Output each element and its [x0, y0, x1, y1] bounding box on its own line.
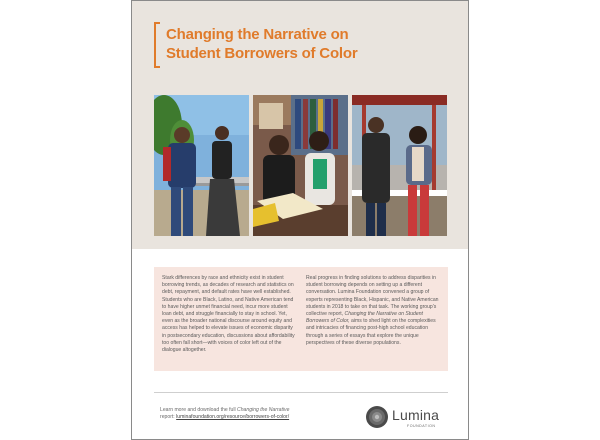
body-column-right — [306, 275, 442, 347]
logo-wordmark: Lumina — [392, 407, 440, 423]
footer-lead: Learn more and download the full — [160, 407, 236, 413]
footer-report-title: Changing the Narrative — [237, 407, 290, 413]
footer-link[interactable]: luminafoundation.org/resource/borrowers-of-color/ — [176, 414, 290, 420]
photo-women-reading — [253, 95, 348, 236]
document-title — [166, 25, 446, 63]
body-left-paragraph: Stark differences by race and ethnicity exist in student borrowing trends, as decades of research and statistics on debt, repayment, and default rates have well established. Students who are Black, Latino, and Native American tend to have higher unmet financial need, incur more student loan debt, and struggle financially to stay in school. Yet, even as the broader national discourse around equity and access has helped to elevate issues of economic disparity in postsecondary education, discussions about affordability too often fall short—with voices of color left out of the dialogue altogether. — [162, 275, 295, 354]
cover-header — [132, 1, 468, 249]
body-text-box — [154, 267, 448, 371]
title-bracket — [154, 22, 160, 68]
document-page — [131, 0, 469, 440]
lumina-logo — [365, 405, 455, 429]
body-column-left — [162, 275, 298, 354]
body-right-report-title: Changing the Narrative on Student Borrowers of Color, — [306, 311, 423, 325]
footer-report-word: report: — [160, 414, 175, 420]
logo-subtitle: FOUNDATION — [407, 424, 436, 428]
lumina-logo-mark-icon — [365, 405, 389, 429]
photo-students-porch — [352, 95, 447, 236]
title-line-1: Changing the Narrative on — [166, 26, 349, 43]
photo-students-walking — [154, 95, 249, 236]
body-right-paragraph-start: Real progress in finding solutions to address disparities in student borrowing depends on setting up a different conversation. Lumina Foundation convened a group of experts representing Black, Hispanic, and Native American students in 2018 to take on that task. The working group's collective report, — [306, 275, 439, 318]
title-line-2: Student Borrowers of Color — [166, 45, 358, 62]
body-right-paragraph-end: aims to shed light on the complexities and intricacies of financing post-high school education through a series of essays that explore the unique perspectives of these diverse populations. — [306, 318, 436, 346]
footer-text — [160, 407, 330, 421]
footer-divider — [154, 392, 448, 393]
